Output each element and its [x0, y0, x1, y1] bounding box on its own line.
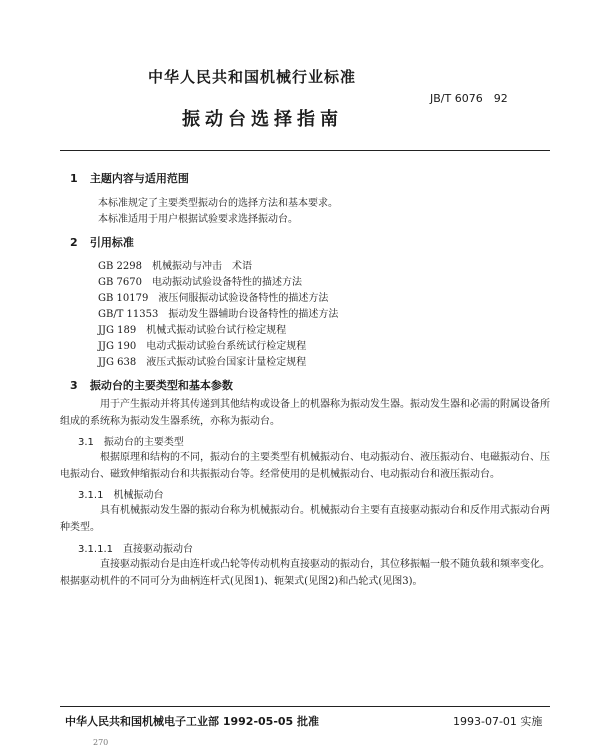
section-number: 3 — [70, 379, 78, 392]
section-1-line-2: 本标准适用于用户根据试验要求选择振动台。 — [98, 214, 298, 225]
document-title: 振动台选择指南 — [182, 109, 343, 130]
reference-item: JJG 638 液压式振动试验台国家计量检定规程 — [98, 357, 307, 368]
subsection-3-1-1-1-heading: 3.1.1.1 直接驱动振动台 — [78, 544, 193, 555]
section-title: 主题内容与适用范围 — [89, 172, 189, 185]
reference-item: GB/T 11353 振动发生器辅助台设备特性的描述方法 — [98, 309, 339, 320]
section-title: 引用标准 — [89, 236, 134, 249]
footer-divider — [60, 706, 550, 707]
reference-item: GB 7670 电动振动试验设备特性的描述方法 — [98, 277, 302, 288]
subsection-3-1-heading: 3.1 振动台的主要类型 — [78, 437, 184, 448]
section-1-line-1: 本标准规定了主要类型振动台的选择方法和基本要求。 — [98, 198, 338, 209]
implementation-date: 1993-07-01 实施 — [453, 715, 543, 728]
standard-category-title: 中华人民共和国机械行业标准 — [148, 68, 357, 86]
section-2-heading — [70, 234, 134, 250]
section-number: 1 — [70, 172, 78, 185]
section-3-heading — [70, 377, 233, 393]
reference-item: GB 10179 液压伺服振动试验设备特性的描述方法 — [98, 293, 329, 304]
section-number: 2 — [70, 236, 78, 249]
section-3-intro: 用于产生振动并将其传递到其他结构或设备上的机器称为振动发生器。振动发生器和必需的附属设备所组成的系统称为振动发生器系统，亦称为振动台。 — [60, 399, 550, 427]
page-number: 270 — [93, 738, 109, 747]
subsection-3-1-1-1-text: 直接驱动振动台是由连杆或凸轮等传动机构直接驱动的振动台，其位移振幅一般不随负载和频率变化。根据驱动机件的不同可分为曲柄连杆式(见图1)、轭架式(见图2)和凸轮式(见图3)。 — [60, 559, 550, 587]
approval-statement: 中华人民共和国机械电子工业部 1992-05-05 批准 — [65, 715, 320, 728]
section-title: 振动台的主要类型和基本参数 — [89, 379, 233, 392]
reference-item: JJG 189 机械式振动试验台试行检定规程 — [98, 325, 287, 336]
subsection-3-1-1-heading: 3.1.1 机械振动台 — [78, 490, 164, 501]
subsection-3-1-text: 根据原理和结构的不同，振动台的主要类型有机械振动台、电动振动台、液压振动台、电磁振动台、压电振动台、磁致伸缩振动台和共振振动台等。经常使用的是机械振动台、电动振动台和液压振动台。 — [60, 452, 550, 480]
subsection-3-1-1-text: 具有机械振动发生器的振动台称为机械振动台。机械振动台主要有直接驱动振动台和反作用式振动台两种类型。 — [60, 505, 550, 533]
reference-item: JJG 190 电动式振动试验台系统试行检定规程 — [98, 341, 307, 352]
standard-number: JB/T 6076 92 — [430, 92, 508, 105]
header-divider — [60, 150, 550, 151]
section-1-heading — [70, 170, 189, 186]
reference-item: GB 2298 机械振动与冲击 术语 — [98, 261, 252, 272]
